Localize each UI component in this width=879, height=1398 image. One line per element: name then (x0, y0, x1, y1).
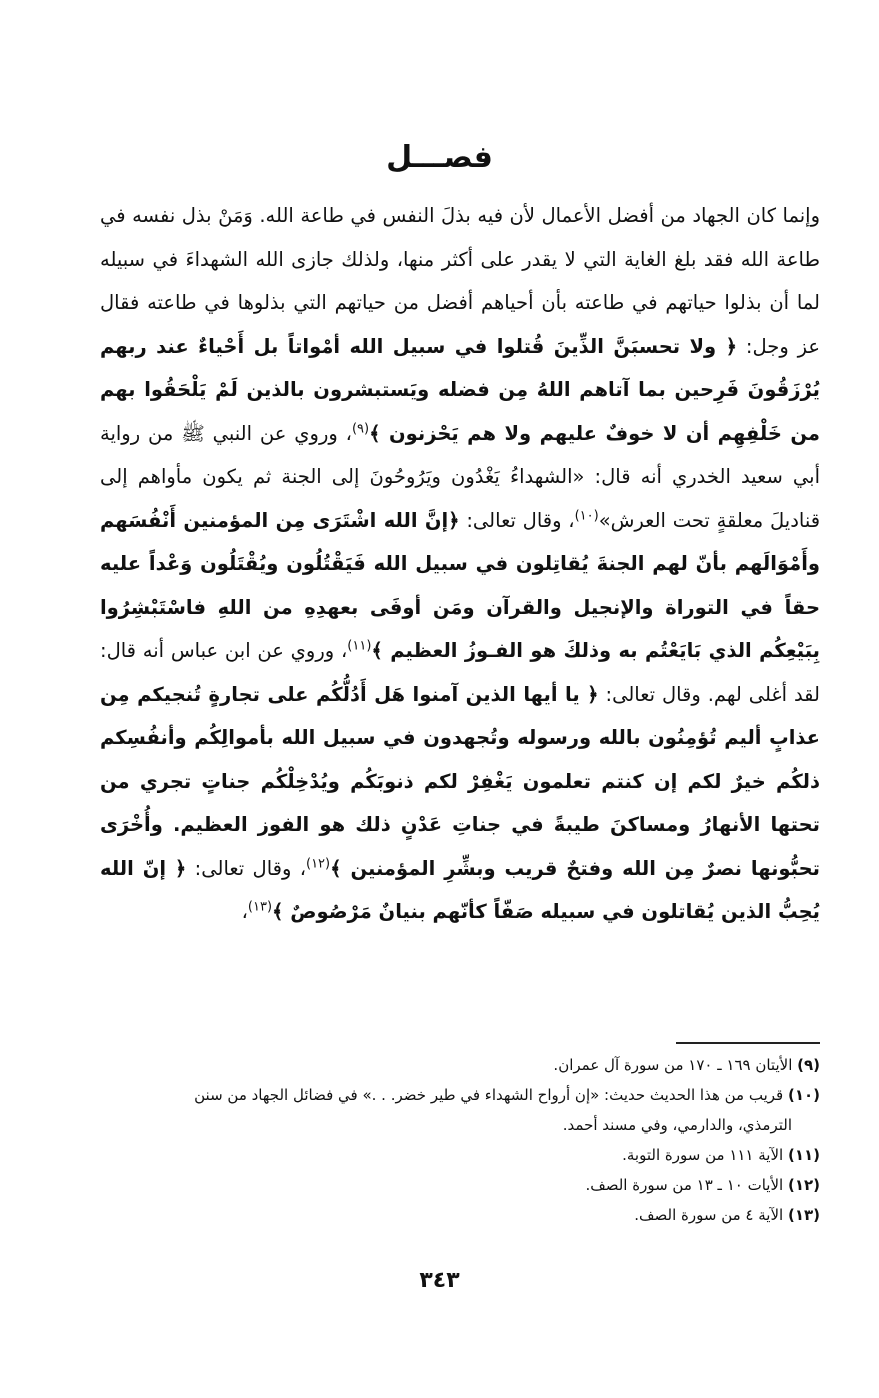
footnote-reference: (١٢) (306, 856, 331, 871)
quran-verse: ﴿ يا أيها الذين آمنوا هَل أَدُلُّكُم على تجارةٍ تُنجيكم مِن عذابٍ أليم تُؤمِنُون بالله ورسوله وتُجهدون في سبيل الله بأموالِكُم وأنفُسِكم ذلكُم خيرٌ لكم إن كنتم تعلمون يَغْفِرْ لكم ذنوبَكُم ويُدْخِلْكُم جناتٍ تجري من تحتها الأنهارُ ومساكنَ طيبةً في جناتِ عَدْنٍ ذلك هو الفوز العظيم. وأُخْرَى تحبُّونها نصرٌ مِن الله وفتحٌ قريب وبشِّرِ المؤمنين ﴾ (100, 682, 820, 880)
footnote-item (100, 1170, 820, 1200)
footnote-separator (676, 1042, 820, 1044)
footnote-item (100, 1110, 820, 1140)
footnote-number: (١٢) (787, 1176, 820, 1194)
quran-verse: ﴿ ولا تحسبَنَّ الذِّينَ قُتلوا في سبيل الله أمْواتاً بل أَحْياءٌ عند ربهم يُرْزَقُونَ فَرِحين بما آتاهم اللهُ مِن فضله ويَستبشرون بالذين لَمْ يَلْحَقُوا بهم من خَلْفِهِم أن لا خوفٌ عليهم ولا هم يَحْزنون ﴾ (100, 334, 820, 445)
body-text-segment: ، وقال تعالى: (186, 856, 306, 880)
footnote-text: الآية ١١١ من سورة التوبة. (622, 1146, 788, 1164)
footnotes-list (100, 1050, 820, 1230)
footnote-number: (١٣) (787, 1206, 820, 1224)
body-text-segment: ، وروي عن النبي ﷺ من رواية أبي سعيد الخدري أنه قال: «الشهداءُ يَغْدُون ويَرُوحُونَ إلى الجنة ثم يكون مأواهم إلى قناديلَ معلقةٍ تحت العرش» (100, 421, 821, 532)
footnote-item (100, 1080, 820, 1110)
footnote-reference: (١٠) (574, 508, 599, 523)
body-text-segment: وإنما كان الجهاد من أفضل الأعمال لأن فيه بذلَ النفس في طاعة الله. وَمَنْ بذل نفسه في طاعة الله فقد بلغ الغاية التي لا يقدر على أكثر منها، ولذلك جازى الله الشهداءَ في سبيله لما أن بذلوا حياتهم في طاعته بأن أحياهم أفضل من حياتهم التي بذلوها في طاعته فقال عز وجل: (100, 204, 820, 358)
body-text-segment: ، (241, 900, 248, 923)
footnote-reference: (١٣) (247, 899, 273, 915)
footnote-item (100, 1050, 820, 1080)
footnote-reference: (٩) (351, 421, 370, 436)
footnote-text: الآية ٤ من سورة الصف. (634, 1206, 788, 1224)
footnote-number: (١٠) (787, 1086, 820, 1104)
footnote-item (100, 1200, 820, 1230)
footnote-item (100, 1140, 820, 1170)
quran-verse: ﴿إنَّ الله اشْتَرَى مِن المؤمنين أَنْفُسَهم وأَمْوَالَهم بأنّ لهم الجنةَ يُقاتِلون في سبيل الله فَيَقْتُلُون ويُقْتَلُون وَعْداً عليه حقاً في التوراة والإنجيل والقرآن ومَن أوفَى بعهدِهِ من اللهِ فاسْتَبْشِرُوا بِبَيْعِكُم الذي بَايَعْتُم به وذلكَ هو الفـوزُ العظيم ﴾ (100, 508, 820, 662)
footnote-text: الترمذي، والدارمي، وفي مسند أحمد. (562, 1116, 792, 1134)
footnote-number: (١١) (787, 1146, 820, 1164)
footnote-text: قريب من هذا الحديث حديث: «إن أرواح الشهداء في طير خضر. . .» في فضائل الجهاد من سنن (194, 1086, 788, 1104)
quran-verse: ﴿ إنّ الله يُحِبُّ الذين يُقاتلون في سبيله صَفّاً كأنّهم بنيانٌ مَرْصُوصٌ ﴾ (100, 856, 820, 923)
footnote-text: الأيات ١٠ ـ ١٣ من سورة الصف. (585, 1176, 788, 1194)
footnote-number: (٩) (797, 1056, 820, 1074)
body-text-segment: ، وقال تعالى: (459, 508, 575, 532)
body-text-segment: ، وروي عن ابن عباس أنه قال: لقد أغلى لهم. وقال تعالى: (100, 639, 820, 706)
footnote-text: الأيتان ١٦٩ ـ ١٧٠ من سورة آل عمران. (553, 1056, 798, 1074)
section-heading: فصـــل (386, 140, 493, 175)
body-paragraph (100, 194, 820, 934)
footnote-reference: (١١) (347, 638, 372, 654)
page-number: ٣٤٣ (419, 1268, 460, 1293)
